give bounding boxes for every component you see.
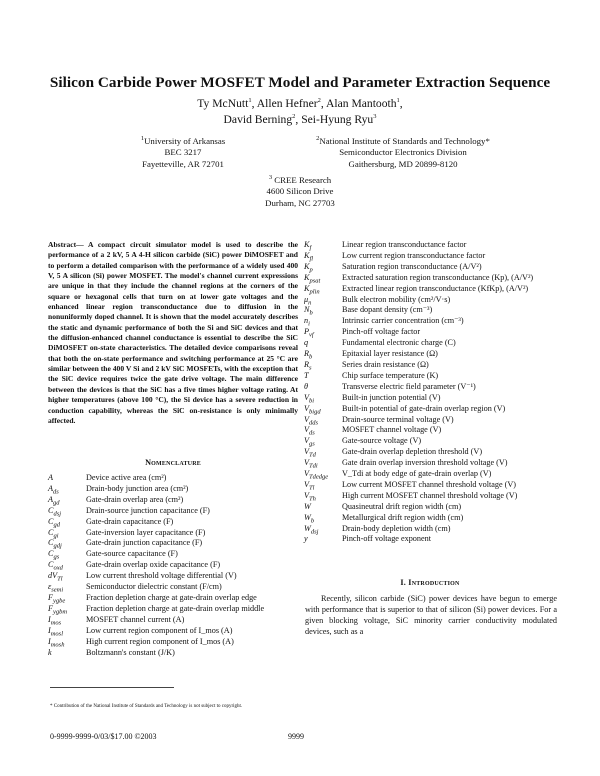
nomenclature-entry	[48, 528, 298, 539]
nomenclature-entry	[48, 615, 298, 626]
nomenclature-entry	[48, 538, 298, 549]
nomenclature-entry	[48, 604, 298, 615]
nomenclature-symbol: $C_{gd}$	[48, 516, 60, 529]
nomenclature-entry	[304, 305, 556, 316]
nomenclature-definition: Base dopant density (cm⁻³)	[342, 305, 433, 315]
nomenclature-symbol: $W_{dsj}$	[304, 523, 319, 536]
nomenclature-entry	[48, 495, 298, 506]
paper-title: Silicon Carbide Power MOSFET Model and Parameter Extraction Sequence	[49, 74, 551, 91]
footnote: * Contribution of the National Institute of Standards and Technology is not subject to copyright.	[50, 704, 243, 709]
nomenclature-definition: Intrinsic carrier concentration (cm⁻³)	[342, 316, 464, 326]
nomenclature-definition: Fraction depletion charge at gate-drain overlap middle	[86, 603, 265, 613]
nomenclature-symbol: $\mu_n$	[304, 294, 312, 307]
nomenclature-symbol: $V_{Th}$	[304, 490, 316, 503]
author: Alan Mantooth$^1$	[326, 97, 400, 110]
nomenclature-entry	[304, 262, 556, 273]
nomenclature-definition: Low current threshold voltage differential (V)	[86, 571, 237, 581]
nomenclature-entry	[304, 251, 556, 262]
nomenclature-symbol: $R_b$	[304, 349, 313, 361]
nomenclature-symbol: $A_{gd}$	[48, 494, 60, 507]
author: David Berning$^2$	[223, 113, 296, 126]
nomenclature-definition: Metallurgical drift region width (cm)	[342, 512, 464, 522]
nomenclature-definition: Pinch-off voltage exponent	[342, 534, 431, 544]
nomenclature-symbol: $C_{dsj}$	[48, 505, 62, 518]
nomenclature-symbol: $K_f$	[304, 240, 312, 252]
nomenclature-symbol: $F_{ygbm}$	[48, 603, 68, 616]
nomenclature-entry	[304, 415, 556, 426]
author-line-1: Ty McNutt$^1$, Allen Hefner$^2$, Alan Mantooth$^1$,	[197, 97, 403, 110]
nomenclature-definition: Pinch-off voltage factor	[342, 327, 421, 337]
nomenclature-symbol: $I_{mos}$	[48, 614, 62, 627]
nomenclature-definition: Boltzmann's constant (J/K)	[86, 647, 175, 657]
nomenclature-definition: MOSFET channel voltage (V)	[342, 425, 442, 435]
copyright-code: 0-9999-9999-0/03/$17.00 ©2003	[50, 732, 157, 741]
nomenclature-definition: Fraction depletion charge at gate-drain overlap edge	[86, 592, 257, 602]
nomenclature-definition: Linear region transconductance factor	[342, 240, 467, 249]
nomenclature-entry	[304, 524, 556, 535]
nomenclature-entry	[48, 637, 298, 648]
nomenclature-entry	[304, 371, 556, 382]
nomenclature-definition: Built-in potential of gate-drain overlap region (V)	[342, 403, 506, 413]
nomenclature-definition: Extracted saturation region transconductance (Kp), (A/V²)	[342, 272, 534, 282]
nomenclature-symbol: $C_{gi}$	[48, 527, 59, 540]
author: Allen Hefner$^2$	[256, 97, 321, 110]
nomenclature-symbol: $F_{ygbe}$	[48, 592, 66, 605]
nomenclature-definition: Epitaxial layer resistance (Ω)	[342, 349, 438, 359]
nomenclature-definition: Drain-source terminal voltage (V)	[342, 414, 454, 424]
author-list	[0, 96, 600, 128]
nomenclature-symbol: $A_{ds}$	[48, 483, 59, 496]
nomenclature-entry	[304, 240, 556, 251]
nomenclature-definition: Gate-drain junction capacitance (F)	[86, 538, 203, 548]
nomenclature-definition: Gate-drain overlap oxide capacitance (F)	[86, 560, 221, 570]
nomenclature-symbol: $C_{gdj}$	[48, 538, 62, 551]
nomenclature-definition: Extracted linear region transconductance (KfKp), (A/V²)	[342, 283, 529, 293]
nomenclature-list-left	[48, 473, 298, 658]
nomenclature-symbol: $V_{Td}$	[304, 447, 316, 459]
nomenclature-entry	[48, 571, 298, 582]
nomenclature-entry	[304, 295, 556, 306]
nomenclature-symbol: θ	[304, 381, 309, 391]
abstract-text: — A compact circuit simulator model is used to describe the performance of a 2 kV, 5 A 4-H silicon carbide (SiC) power DiMOSFET and to perform a detailed comparison with the performance of a widely used 400 V, 5 A silicon (Si) power MOSFET. The model's channel current expressions are unique in that they include the channel regions at the corners of the square or hexagonal cells that turn on at lower gate voltages and the enhanced linear region transconductance due to diffusion in the nonuniformly doped channel. It is shown that the model accurately describes the static and dynamic performance of both the Si and SiC devices and that the diffusion-enhanced channel conductance is essential to describe the SiC DiMOSFET on-state characteristics. The detailed device comparisons reveal that both the on-state performance and switching performance at 25 °C are similar between the 400 V Si and 2 kV SiC MOSFETs, with the exception that the SiC device requires twice the gate drive voltage. The main difference between the devices is that the SiC has a five times higher voltage rating. At higher temperatures (above 100 °C), the Si device has a severe reduction in conduction capability, whereas the SiC on-resistance is only minimally affected.	[48, 240, 298, 425]
nomenclature-symbol: $C_{oxd}$	[48, 560, 63, 572]
affiliation-3: $^3$ CREE Research 4600 Silicon Drive Durham, NC 27703	[265, 174, 335, 208]
nomenclature-symbol: $C_{gs}$	[48, 549, 60, 561]
nomenclature-entry	[304, 469, 556, 480]
nomenclature-symbol: $V_{dds}$	[304, 414, 319, 427]
nomenclature-entry	[304, 458, 556, 469]
nomenclature-definition: Quasineutral drift region width (cm)	[342, 501, 462, 511]
nomenclature-definition: Transverse electric field parameter (V⁻¹)	[342, 381, 476, 391]
nomenclature-symbol: $K_{fl}$	[304, 250, 314, 263]
nomenclature-definition: Gate-drain overlap area (cm²)	[86, 494, 184, 504]
nomenclature-symbol: $K_{plin}$	[304, 283, 320, 296]
nomenclature-symbol: $V_{bigd}$	[304, 403, 321, 416]
nomenclature-definition: High current MOSFET channel threshold voltage (V)	[342, 490, 518, 500]
nomenclature-entry	[48, 473, 298, 484]
nomenclature-definition: Gate-drain overlap depletion threshold (V)	[342, 447, 483, 457]
nomenclature-definition: Gate-inversion layer capacitance (F)	[86, 527, 206, 537]
abstract-lead: Abstract	[48, 240, 77, 249]
nomenclature-entry	[304, 480, 556, 491]
nomenclature-symbol: $dV_{Tl}$	[48, 571, 63, 583]
nomenclature-entry	[304, 425, 556, 436]
nomenclature-definition: V_Tdi at body edge of gate-drain overlap (V)	[342, 469, 492, 479]
nomenclature-definition: Drain-body depletion width (cm)	[342, 523, 451, 533]
nomenclature-entry	[48, 517, 298, 528]
nomenclature-entry	[304, 273, 556, 284]
page-number: 9999	[288, 732, 304, 741]
nomenclature-definition: Bulk electron mobility (cm²/V·s)	[342, 294, 451, 304]
nomenclature-definition: Drain-source junction capacitance (F)	[86, 505, 210, 515]
affiliation-1: $^1$University of Arkansas BEC 3217 Fayetteville, AR 72701	[140, 135, 226, 169]
nomenclature-symbol: $V_{Tdi}$	[304, 458, 318, 470]
nomenclature-entry	[304, 404, 556, 415]
nomenclature-definition: Low current region component of I_mos (A)	[86, 625, 233, 635]
nomenclature-entry	[304, 360, 556, 371]
nomenclature-symbol: $K_{psat}$	[304, 272, 321, 285]
nomenclature-definition: Device active area (cm²)	[86, 473, 167, 482]
nomenclature-symbol: k	[48, 647, 52, 657]
nomenclature-entry	[304, 338, 556, 349]
nomenclature-definition: Chip surface temperature (K)	[342, 370, 439, 380]
nomenclature-symbol: $\varepsilon_{semi}$	[48, 582, 64, 594]
nomenclature-symbol: $I_{mosh}$	[48, 636, 65, 649]
nomenclature-symbol: $K_p$	[304, 261, 313, 274]
nomenclature-entry	[304, 491, 556, 502]
nomenclature-entry	[48, 560, 298, 571]
nomenclature-symbol: $W_b$	[304, 512, 315, 525]
nomenclature-entry	[304, 502, 556, 513]
nomenclature-heading: Nomenclature	[145, 458, 201, 467]
nomenclature-symbol: $N_b$	[304, 305, 313, 318]
nomenclature-definition: Low current MOSFET channel threshold voltage (V)	[342, 479, 517, 489]
nomenclature-entry	[48, 484, 298, 495]
nomenclature-entry	[304, 513, 556, 524]
affiliation-2: $^2$National Institute of Standards and Technology* Semiconductor Electronics Division Gaithersburg, MD 20899-8120	[316, 135, 490, 169]
nomenclature-entry	[48, 648, 298, 659]
nomenclature-definition: Gate-drain capacitance (F)	[86, 516, 174, 526]
nomenclature-entry	[48, 626, 298, 637]
nomenclature-symbol: y	[304, 534, 308, 544]
nomenclature-symbol: T	[304, 370, 309, 380]
nomenclature-definition: Semiconductor dielectric constant (F/cm)	[86, 582, 222, 592]
nomenclature-definition: High current region component of I_mos (A)	[86, 636, 234, 646]
nomenclature-symbol: $V_{Tdedge}$	[304, 469, 329, 481]
nomenclature-symbol: $I_{mosl}$	[48, 625, 64, 638]
author: Ty McNutt$^1$	[197, 97, 252, 110]
nomenclature-entry	[48, 549, 298, 560]
nomenclature-symbol: $R_s$	[304, 359, 312, 372]
nomenclature-symbol: A	[48, 473, 54, 482]
nomenclature-symbol: $V_{Tl}$	[304, 479, 315, 492]
nomenclature-definition: MOSFET channel current (A)	[86, 614, 185, 624]
nomenclature-definition: Saturation region transconductance (A/V²)	[342, 261, 482, 271]
nomenclature-list-right	[304, 240, 556, 545]
nomenclature-symbol: q	[304, 338, 309, 348]
nomenclature-entry	[304, 436, 556, 447]
nomenclature-entry	[48, 582, 298, 593]
nomenclature-entry	[304, 316, 556, 327]
author: Sei-Hyung Ryu$^3$	[301, 113, 377, 126]
nomenclature-entry	[304, 349, 556, 360]
nomenclature-entry	[304, 393, 556, 404]
introduction-text: Recently, silicon carbide (SiC) power devices have begun to emerge with performance that is superior to that of silicon (Si) power devices. For a given blocking voltage, SiC minority carrier conductivity modulated devices, such as a	[305, 594, 557, 636]
footnote-rule	[50, 687, 174, 688]
nomenclature-entry	[304, 284, 556, 295]
nomenclature-definition: Fundamental electronic charge (C)	[342, 338, 456, 348]
nomenclature-entry	[48, 593, 298, 604]
nomenclature-symbol: W	[304, 501, 311, 511]
nomenclature-definition: Drain-body junction area (cm²)	[86, 483, 189, 493]
nomenclature-entry	[304, 327, 556, 338]
nomenclature-entry	[48, 506, 298, 517]
nomenclature-definition: Built-in junction potential (V)	[342, 392, 441, 402]
nomenclature-definition: Series drain resistance (Ω)	[342, 359, 429, 369]
nomenclature-symbol: $V_{ds}$	[304, 425, 315, 438]
introduction-heading: I. Introduction	[400, 578, 460, 587]
nomenclature-symbol: $P_{vf}$	[304, 327, 314, 339]
abstract	[48, 240, 298, 426]
nomenclature-symbol: $V_{gs}$	[304, 436, 315, 448]
nomenclature-definition: Low current region transconductance factor	[342, 250, 486, 260]
nomenclature-entry	[304, 382, 556, 393]
nomenclature-definition: Gate-source voltage (V)	[342, 436, 422, 446]
nomenclature-entry	[304, 447, 556, 458]
nomenclature-entry	[304, 534, 556, 545]
author-line-2: David Berning$^2$, Sei-Hyung Ryu$^3$	[223, 113, 377, 126]
nomenclature-symbol: $V_{bi}$	[304, 392, 315, 405]
nomenclature-symbol: $n_i$	[304, 316, 310, 328]
nomenclature-definition: Gate-source capacitance (F)	[86, 549, 178, 559]
nomenclature-definition: Gate drain overlap inversion threshold voltage (V)	[342, 458, 508, 468]
